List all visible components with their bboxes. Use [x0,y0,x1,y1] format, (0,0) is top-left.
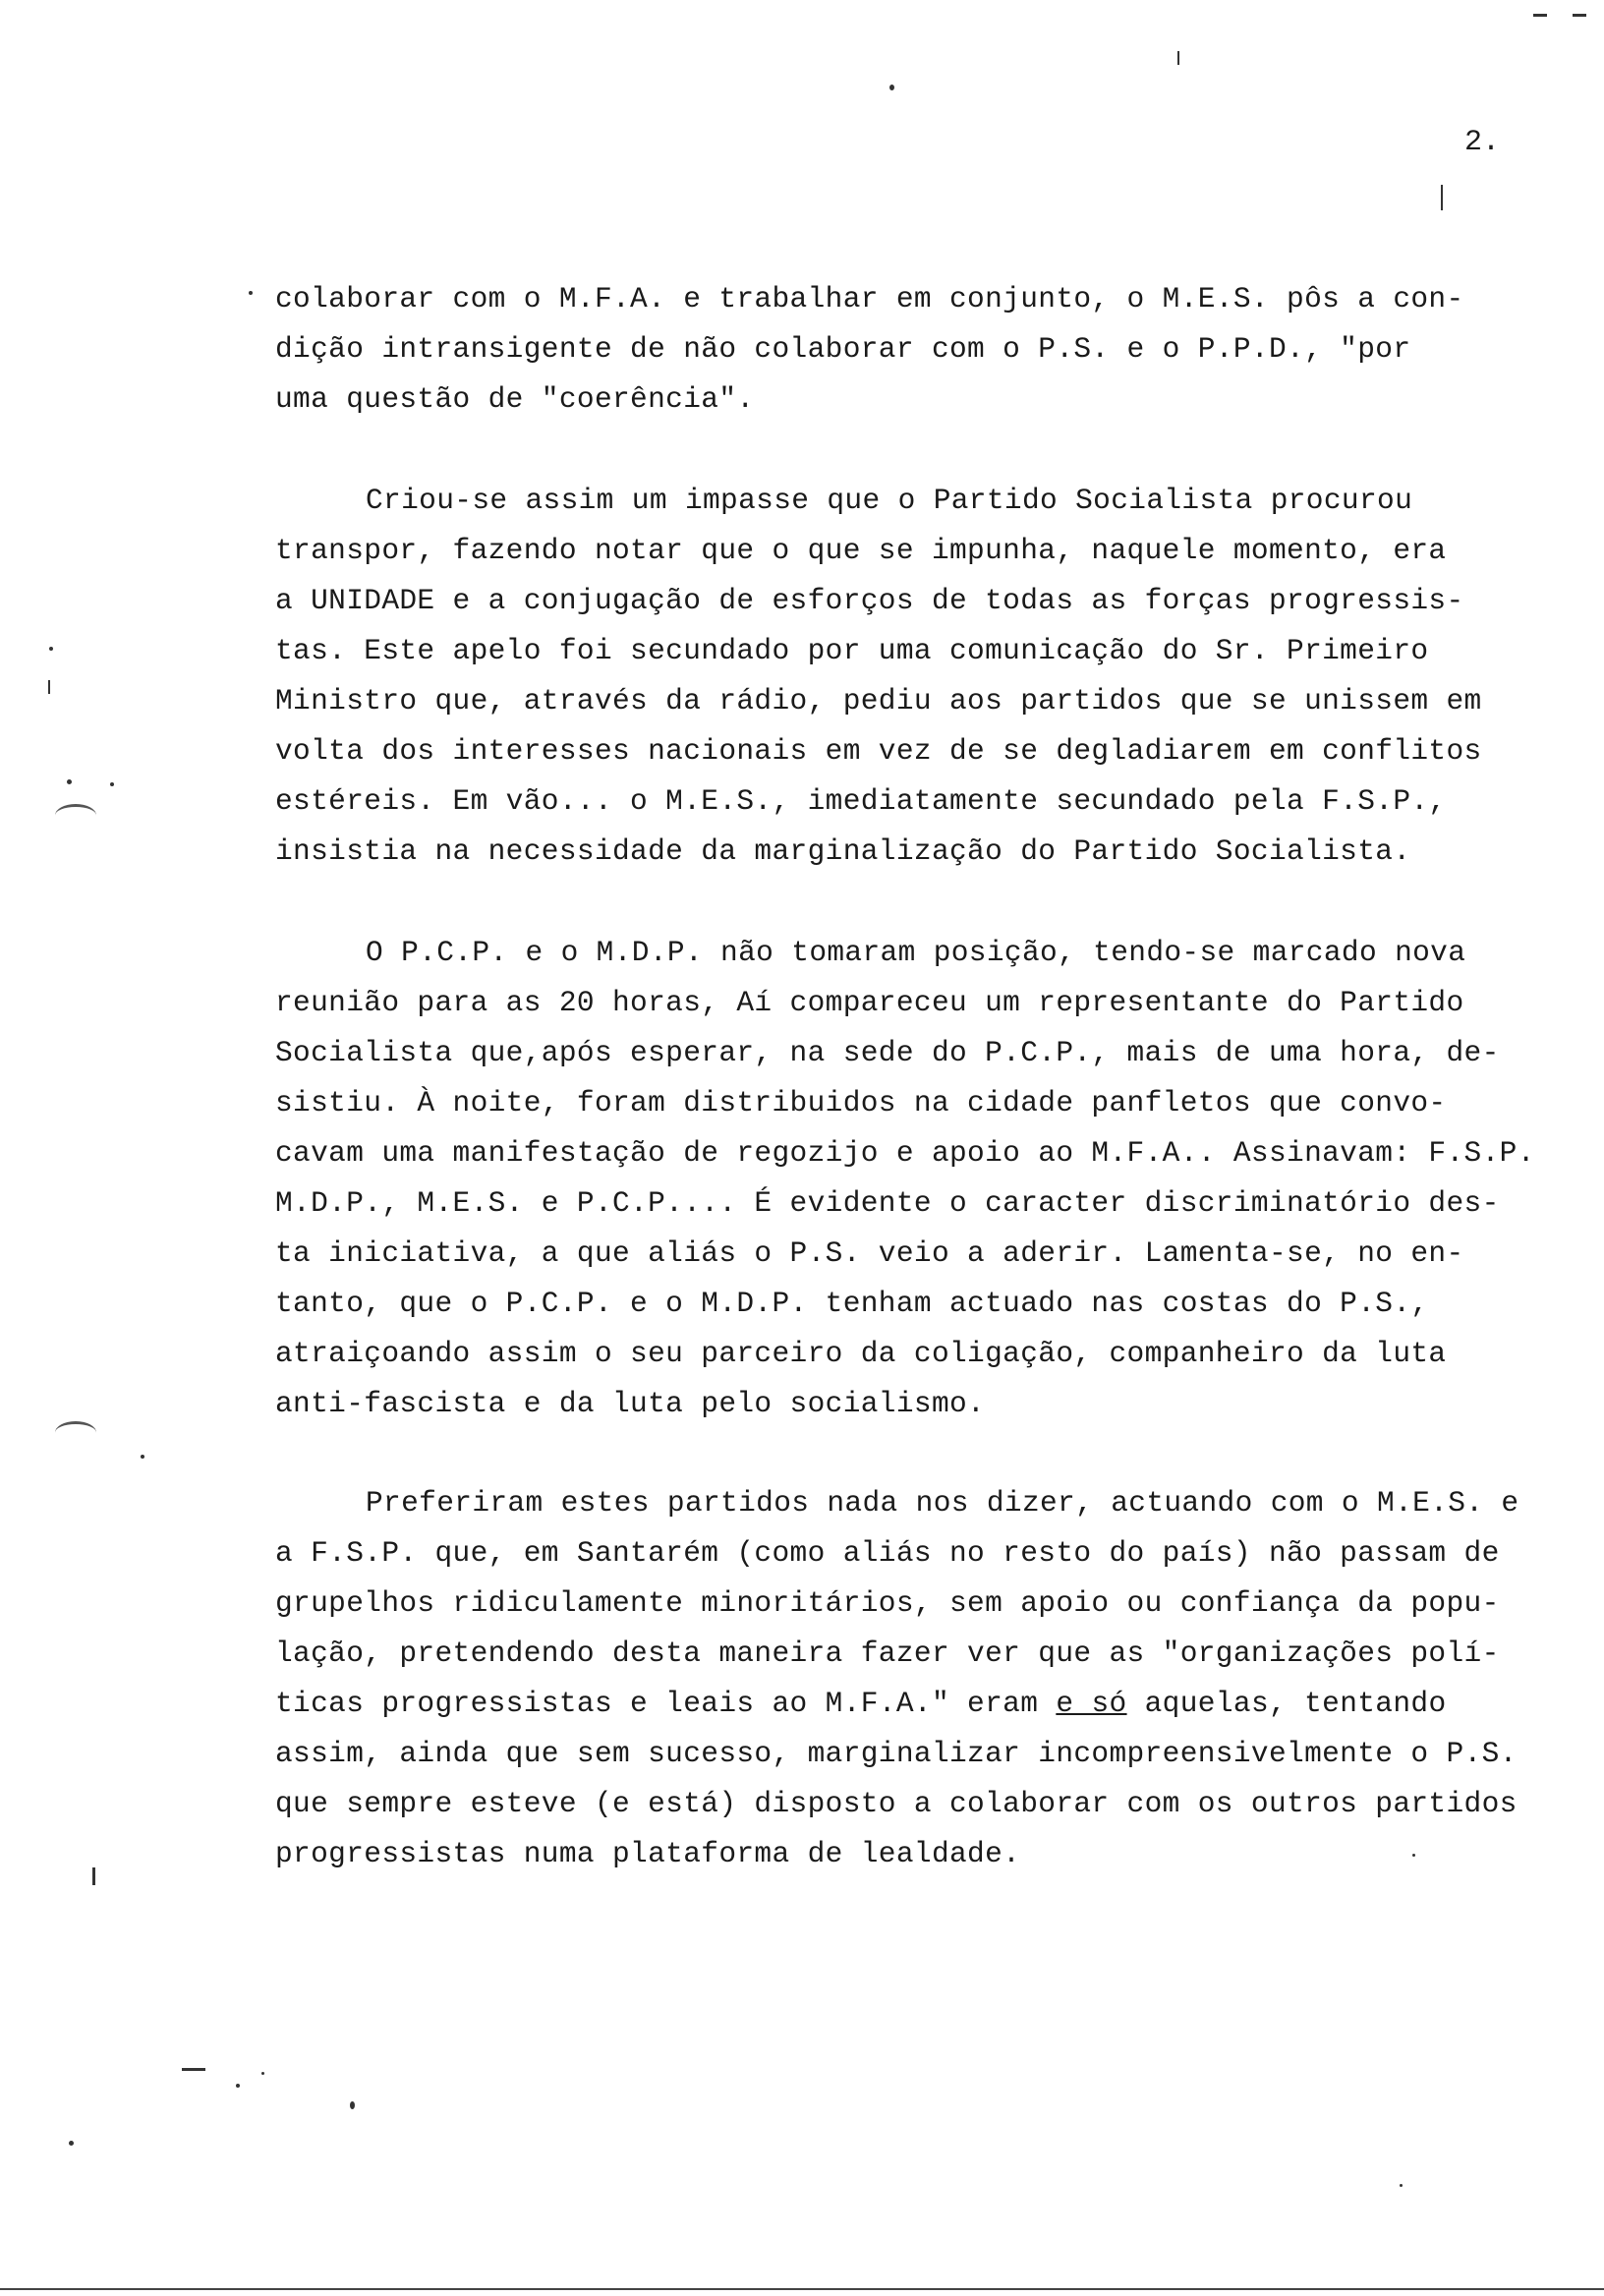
scan-speck [249,291,253,295]
text-line: cavam uma manifestação de regozijo e apoio ao M.F.A.. Assinavam: F.S.P. [275,1136,1535,1170]
text-line: atraiçoando assim o seu parceiro da coligação, companheiro da luta [275,1337,1447,1370]
underlined-emphasis: e só [1056,1687,1127,1720]
scan-speck [48,680,50,694]
scan-speck [1533,14,1547,17]
scan-smudge [55,1421,96,1444]
text-line: Ministro que, através da rádio, pediu aos partidos que se unissem em [275,684,1482,718]
text-line: ta iniciativa, a que aliás o P.S. veio a aderir. Lamenta-se, no en- [275,1236,1464,1270]
text-line: grupelhos ridiculamente minoritários, sem apoio ou confiança da popu- [275,1586,1500,1620]
scan-speck [261,2072,264,2075]
text-line: sistiu. À noite, foram distribuidos na cidade panfletos que convo- [275,1086,1447,1119]
scan-speck [889,85,894,90]
scan-speck [236,2084,240,2088]
scan-speck [182,2068,205,2071]
text-line [275,1686,1447,1721]
scan-speck [1441,185,1443,210]
text-line: colaborar com o M.F.A. e trabalhar em conjunto, o M.E.S. pôs a con- [275,282,1464,316]
text-line: O P.C.P. e o M.D.P. não tomaram posição, tendo-se marcado nova [366,936,1466,969]
scan-speck [49,647,53,651]
scan-speck [110,782,114,786]
text-line: lação, pretendendo desta maneira fazer ver que as "organizações polí- [275,1636,1500,1670]
scan-speck [69,2141,74,2146]
scan-speck [1573,14,1586,17]
scan-speck [1412,1854,1415,1857]
text-line: transpor, fazendo notar que o que se impunha, naquele momento, era [275,534,1447,567]
scan-speck [67,779,72,784]
text-line: assim, ainda que sem sucesso, marginalizar incompreensivelmente o P.S. [275,1737,1518,1770]
text-line: Preferiram estes partidos nada nos dizer, actuando com o M.E.S. e [366,1486,1519,1520]
text-line: Criou-se assim um impasse que o Partido Socialista procurou [366,484,1413,517]
text-line: reunião para as 20 horas, Aí compareceu um representante do Partido [275,986,1464,1019]
scan-speck [350,2101,355,2109]
page-number: 2. [1464,126,1501,159]
text-line: estéreis. Em vão... o M.E.S., imediatamente secundado pela F.S.P., [275,784,1447,818]
text-line: dição intransigente de não colaborar com o P.S. e o P.P.D., "por [275,332,1411,366]
text-segment: aquelas, tentando [1144,1687,1447,1720]
text-line: a UNIDADE e a conjugação de esforços de todas as forças progressis- [275,584,1464,617]
text-line: anti-fascista e da luta pelo socialismo. [275,1387,986,1420]
text-line: Socialista que,após esperar, na sede do P.C.P., mais de uma hora, de- [275,1036,1500,1069]
text-line: volta dos interesses nacionais em vez de se degladiarem em conflitos [275,734,1482,768]
scan-edge-line [0,2288,1604,2290]
scan-speck [92,1867,95,1885]
text-line: tas. Este apelo foi secundado por uma comunicação do Sr. Primeiro [275,634,1429,667]
scan-speck [141,1455,144,1459]
scan-speck [1400,2184,1403,2187]
text-line: que sempre esteve (e está) disposto a colaborar com os outros partidos [275,1787,1518,1820]
text-line: progressistas numa plataforma de lealdade. [275,1837,1021,1870]
text-line: uma questão de "coerência". [275,382,755,416]
scan-speck [1177,51,1179,65]
text-line: a F.S.P. que, em Santarém (como aliás no resto do país) não passam de [275,1536,1500,1570]
text-line: tanto, que o P.C.P. e o M.D.P. tenham actuado nas costas do P.S., [275,1287,1429,1320]
text-segment: ticas progressistas e leais ao M.F.A." eram [275,1687,1039,1720]
text-line: insistia na necessidade da marginalização do Partido Socialista. [275,834,1411,868]
scan-smudge [55,804,96,827]
text-line: M.D.P., M.E.S. e P.C.P.... É evidente o caracter discriminatório des- [275,1186,1500,1220]
